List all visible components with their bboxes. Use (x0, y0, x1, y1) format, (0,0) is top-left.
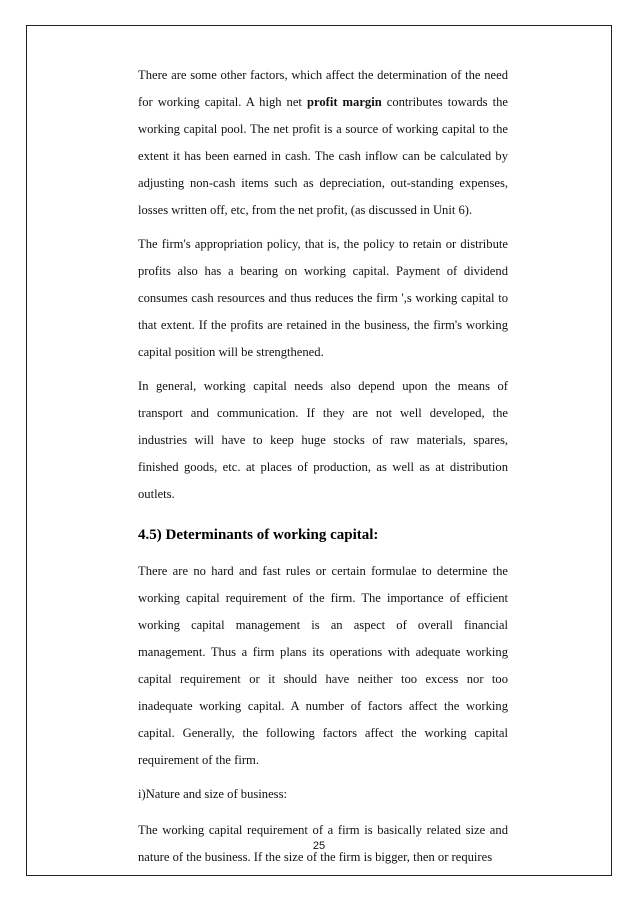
paragraph-determinants: There are no hard and fast rules or certain formulae to determine the working capital requirement of the firm. The importance of efficient working capital management is an aspect of overall financial management. Thus a firm plans its operations with adequate working capital requirement or it should have neither too excess nor too inadequate working capital. A number of factors affect the working capital. Generally, the following factors affect the working capital requirement of the firm. (138, 564, 508, 767)
paragraph-nature-size: The working capital requirement of a firm is basically related size and nature of the business. If the size of the firm is bigger, then or requires (138, 823, 508, 864)
bold-term-profit-margin: profit margin (306, 95, 382, 109)
section-heading: 4.5) Determinants of working capital: (138, 527, 379, 543)
paragraph-text: There are some other factors, which affect the determination of the need for working capital. A high net (138, 68, 508, 109)
paragraph-appropriation-policy: The firm's appropriation policy, that is, the policy to retain or distribute profits also has a bearing on working capital. Payment of dividend consumes cash resources and thus reduces the firm ',s working capital to that extent. If the profits are retained in the business, the firm's working capital position will be strengthened. (138, 237, 508, 359)
page-number: 25 (312, 840, 326, 852)
subheading-nature-size: i)Nature and size of business: (138, 787, 287, 801)
document-body (138, 62, 508, 878)
paragraph-text: contributes towards the working capital pool. The net profit is a source of working capital to the extent it has been earned in cash. The cash inflow can be calculated by adjusting non-cash items such as depreciation, out-standing expenses, losses written off, etc, from the net profit, (as discussed in Unit 6). (138, 95, 508, 217)
paragraph-profit-margin (138, 62, 508, 224)
paragraph-transport: In general, working capital needs also depend upon the means of transport and communication. If they are not well developed, the industries will have to keep huge stocks of raw materials, spares, finished goods, etc. at places of production, as well as at distribution outlets. (138, 379, 508, 501)
